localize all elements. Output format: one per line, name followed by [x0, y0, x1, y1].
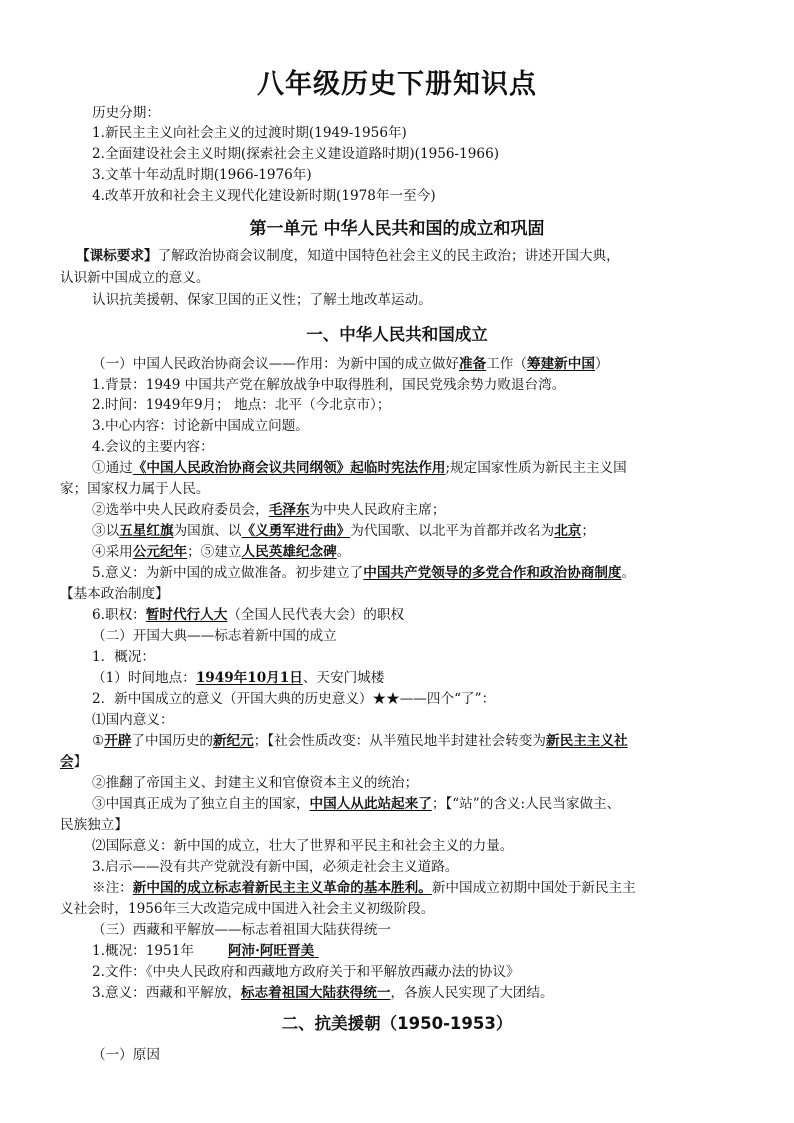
founding-time-place: （1）时间地点：1949年10月1日、天安门城楼	[92, 670, 385, 686]
meaning-1-cont: 会】	[60, 754, 88, 770]
curriculum-requirement-2: 认识抗美援朝、保家卫国的正义性；了解土地改革运动。	[92, 292, 432, 308]
cppcc-duty: 6.职权：暂时代行人大（全国人民代表大会）的职权	[92, 607, 405, 623]
cppcc-core: 3.中心内容：讨论新中国成立问题。	[92, 418, 309, 434]
founding-ceremony-heading: （二）开国大典——标志着新中国的成立	[92, 628, 337, 644]
section-2-title: 二、抗美援朝（1950-1953）	[281, 1014, 513, 1033]
founding-inspiration: 3.启示——没有共产党就没有新中国，必须走社会主义道路。	[92, 859, 459, 875]
period-item-2: 2.全面建设社会主义时期(探索社会主义建设道路时期)(1956-1966)	[92, 146, 500, 162]
domestic-significance: ⑴国内意义：	[92, 712, 174, 728]
content-item-3: ③以五星红旗为国旗、以《义勇军进行曲》为代国歌、以北平为首都并改名为北京；	[92, 523, 595, 539]
tibet-overview: 1.概况：1951年 阿沛·阿旺晋美	[92, 943, 315, 959]
cppcc-main: 4.会议的主要内容：	[92, 439, 214, 455]
tibet-significance: 3.意义：西藏和平解放，标志着祖国大陆获得统一，各族人民实现了大团结。	[92, 985, 554, 1001]
cppcc-time-place: 2.时间：1949年9月； 地点：北平（今北京市）；	[92, 397, 391, 413]
period-item-3: 3.文革十年动乱时期(1966-1976年)	[92, 167, 312, 183]
requirement-tag: 【课标要求】	[76, 248, 158, 264]
founding-significance: 2．新中国成立的意义（开国大典的历史意义）★★——四个“了”：	[92, 691, 496, 707]
international-significance: ⑵国际意义：新中国的成立，壮大了世界和平民主和社会主义的力量。	[92, 838, 514, 854]
meaning-3-cont: 民族独立】	[60, 817, 128, 833]
tibet-heading: （三）西藏和平解放——标志着祖国大陆获得统一	[92, 922, 392, 938]
section-1-title: 一、中华人民共和国成立	[306, 325, 488, 344]
content-item-4: ④采用公元纪年；⑤建立人民英雄纪念碑。	[92, 544, 351, 560]
meaning-2: ②推翻了帝国主义、封建主义和官僚资本主义的统治；	[92, 775, 419, 791]
founding-overview: 1．概况：	[92, 649, 156, 665]
content-item-1-cont: 家；国家权力属于人民。	[60, 481, 210, 497]
founding-note: ※注：新中国的成立标志着新民主主义革命的基本胜利。新中国成立初期中国处于新民主主	[92, 880, 636, 896]
cppcc-significance-tag: 【基本政治制度】	[60, 586, 169, 602]
founding-note-cont: 义社会时，1956年三大改造完成中国进入社会主义初级阶段。	[60, 901, 435, 917]
curriculum-requirement-cont: 认识新中国成立的意义。	[60, 270, 210, 286]
content-item-1: ①通过《中国人民政治协商会议共同纲领》起临时宪法作用;规定国家性质为新民主主义国	[92, 460, 627, 476]
periods-heading: 历史分期：	[92, 105, 160, 121]
cppcc-heading: （一）中国人民政治协商会议——作用：为新中国的成立做好准备工作（筹建新中国）	[92, 356, 609, 372]
curriculum-requirement: 【课标要求】了解政治协商会议制度，知道中国特色社会主义的民主政治；讲述开国大典，	[76, 248, 620, 264]
meaning-3: ③中国真正成为了独立自主的国家，中国人从此站起来了；【“站”的含义:人民当家做主、	[92, 796, 621, 812]
period-item-4: 4.改革开放和社会主义现代化建设新时期(1978年一至今)	[92, 188, 436, 204]
meaning-1: ①开辟了中国历史的新纪元；【社会性质改变：从半殖民地半封建社会转变为新民主主义社	[92, 733, 628, 749]
tibet-document: 2.文件：《中央人民政府和西藏地方政府关于和平解放西藏办法的协议》	[92, 964, 520, 980]
cppcc-significance: 5.意义：为新中国的成立做准备。初步建立了中国共产党领导的多党合作和政治协商制度。	[92, 565, 636, 581]
korean-war-cause: （一）原因	[92, 1047, 160, 1063]
document-title: 八年级历史下册知识点	[257, 69, 537, 100]
content-item-2: ②选举中央人民政府委员会，毛泽东为中央人民政府主席；	[92, 502, 446, 518]
unit-1-title: 第一单元 中华人民共和国的成立和巩固	[249, 219, 545, 239]
period-item-1: 1.新民主主义向社会主义的过渡时期(1949-1956年)	[92, 125, 407, 141]
cppcc-background: 1.背景：1949 中国共产党在解放战争中取得胜利，国民党残余势力败退台湾。	[92, 377, 566, 393]
